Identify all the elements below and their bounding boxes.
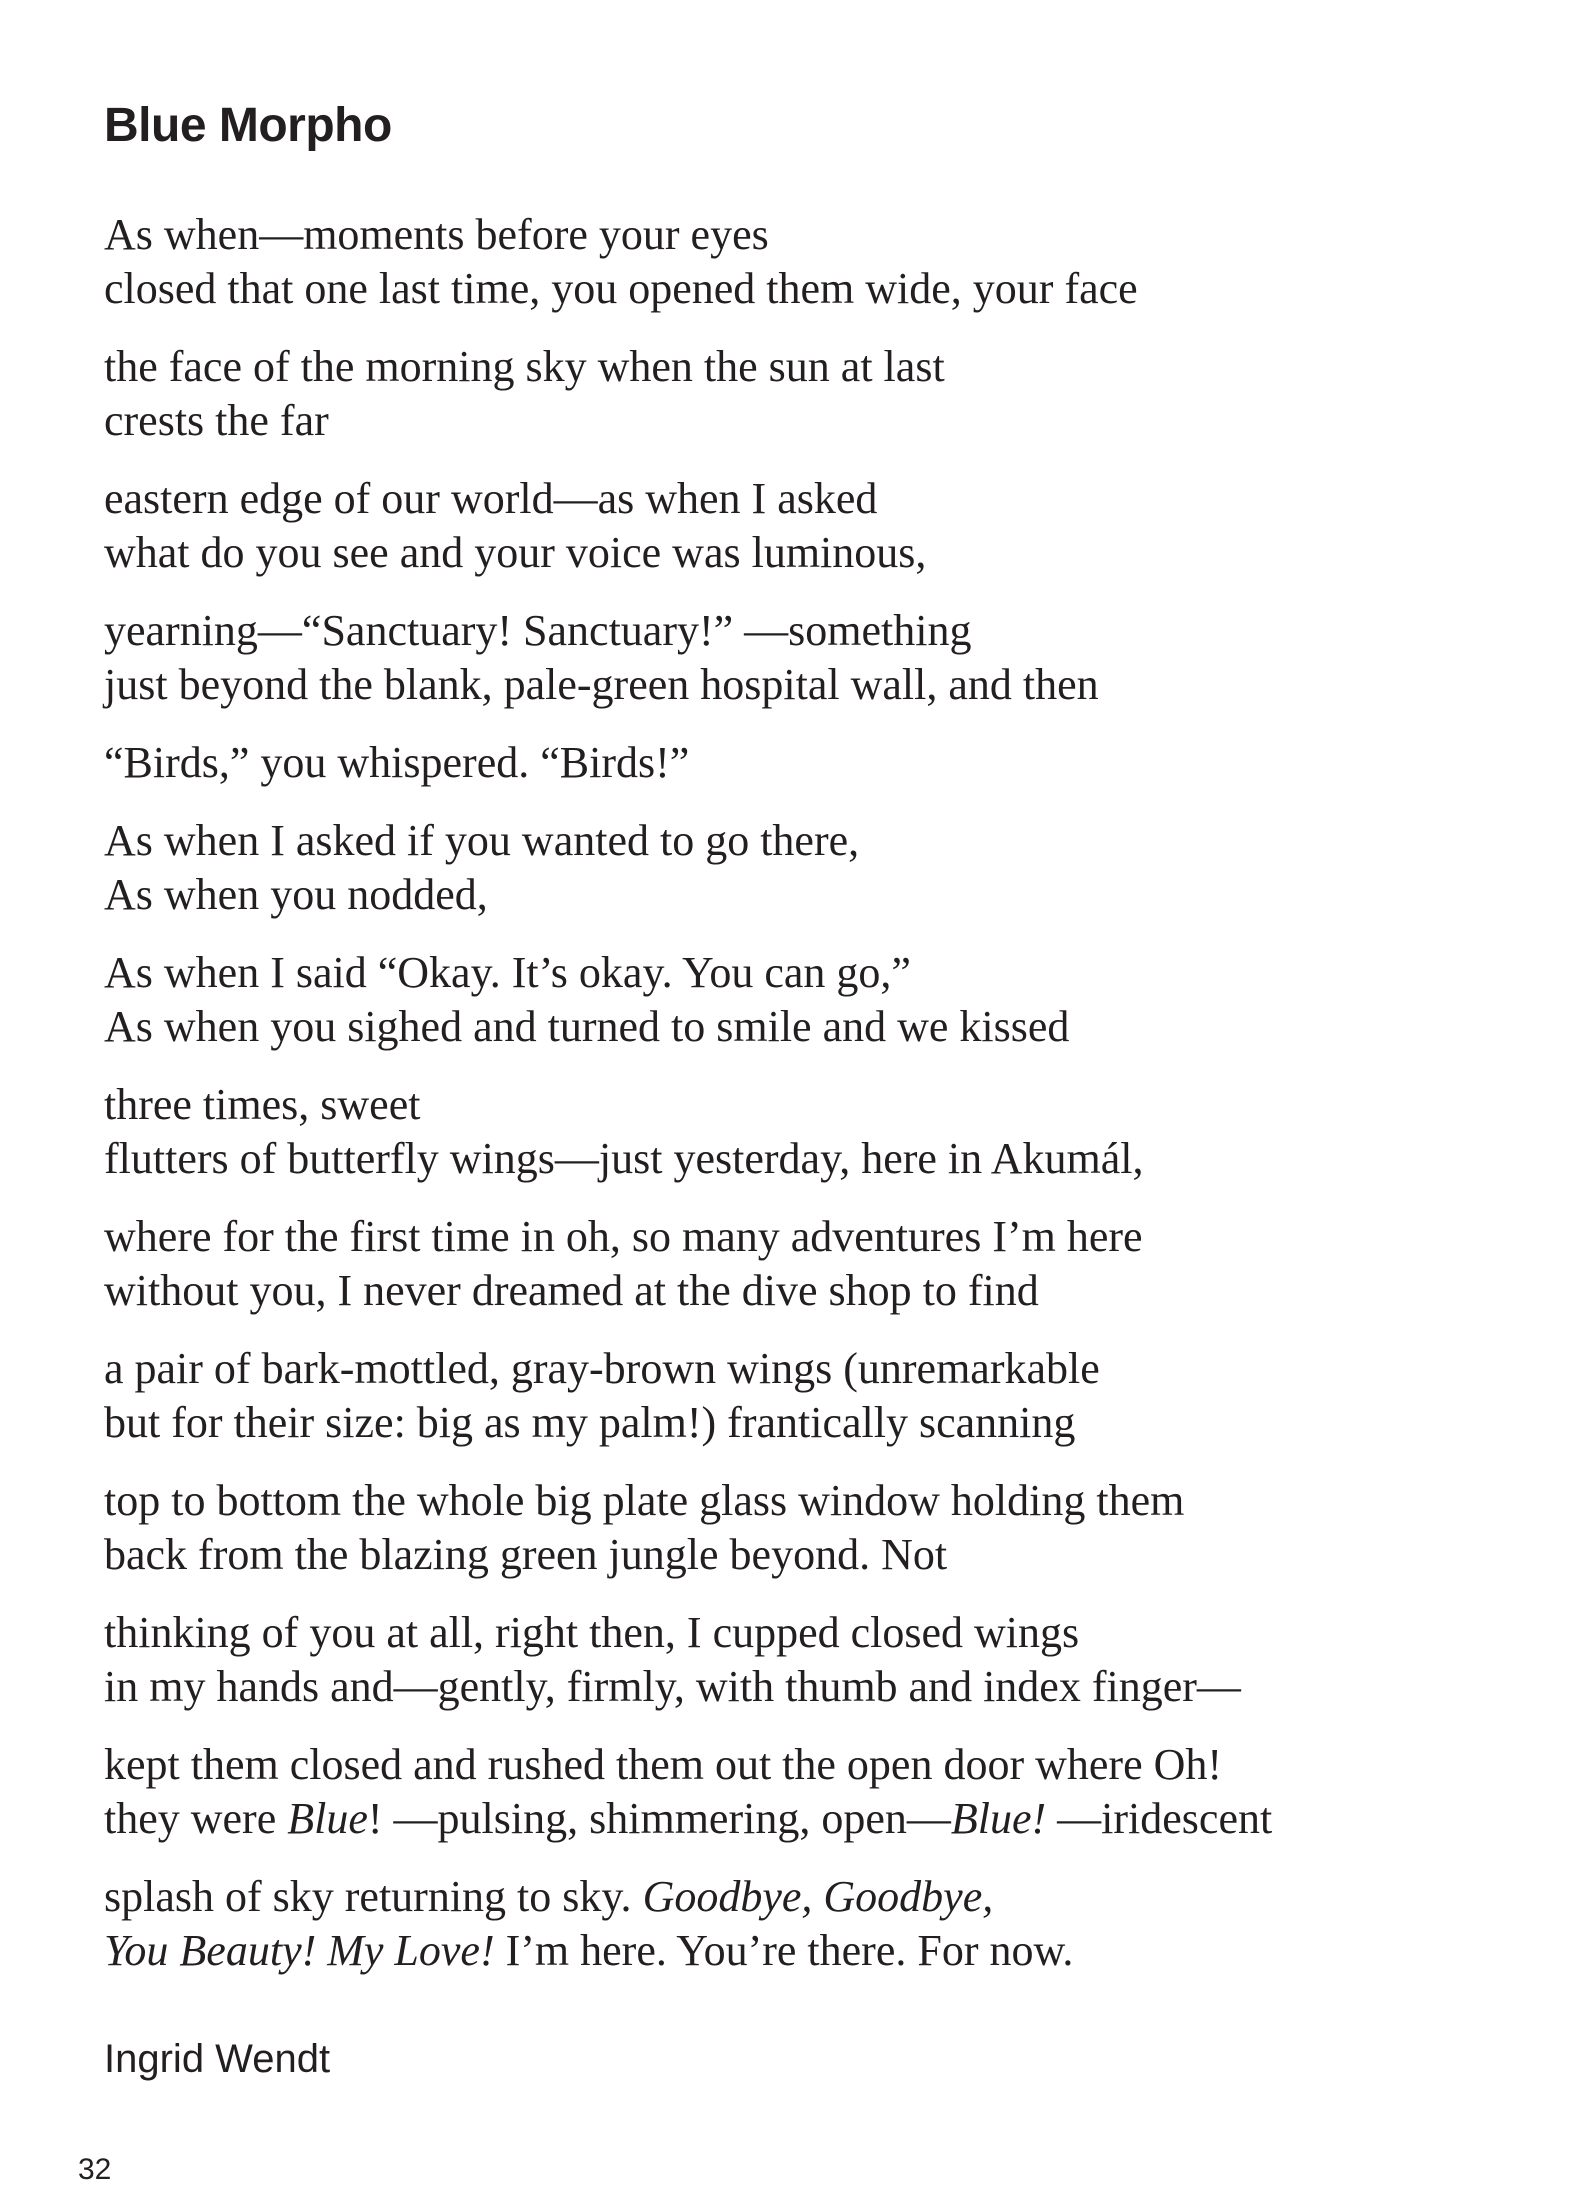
line-text: what do you see and your voice was luminous, <box>104 528 927 577</box>
line-text: flutters of butterfly wings—just yesterday, here in Akumál, <box>104 1134 1144 1183</box>
line-text: I’m here. You’re there. For now. <box>494 1926 1074 1975</box>
line-text: the face of the morning sky when the sun at last <box>104 342 945 391</box>
poem-line <box>104 1264 1524 1318</box>
poem-line <box>104 1210 1524 1264</box>
stanza <box>104 946 1524 1054</box>
line-text: a pair of bark-mottled, gray-brown wings (unremarkable <box>104 1344 1100 1393</box>
line-text: thinking of you at all, right then, I cupped closed wings <box>104 1608 1080 1657</box>
poem-line <box>104 526 1524 580</box>
line-text: As when—moments before your eyes <box>104 210 769 259</box>
stanza <box>104 1870 1524 1978</box>
italic-text: Goodbye, Goodbye, <box>642 1872 994 1921</box>
stanza <box>104 1606 1524 1714</box>
stanza <box>104 1738 1524 1846</box>
line-text: crests the far <box>104 396 329 445</box>
line-text: “Birds,” you whispered. “Birds!” <box>104 738 690 787</box>
stanza <box>104 208 1524 316</box>
italic-text: Blue <box>287 1794 368 1843</box>
line-text: top to bottom the whole big plate glass window holding them <box>104 1476 1185 1525</box>
poem-line <box>104 1000 1524 1054</box>
stanza <box>104 1078 1524 1186</box>
stanza <box>104 736 1524 790</box>
poem-line <box>104 1606 1524 1660</box>
line-text: As when you nodded, <box>104 870 488 919</box>
poem-line <box>104 658 1524 712</box>
line-text: ! —pulsing, shimmering, open— <box>367 1794 951 1843</box>
poem-line <box>104 1792 1524 1846</box>
stanza <box>104 1342 1524 1450</box>
line-text: closed that one last time, you opened them wide, your face <box>104 264 1138 313</box>
line-text: but for their size: big as my palm!) frantically scanning <box>104 1398 1076 1447</box>
italic-text: Blue! <box>950 1794 1047 1843</box>
poem-body <box>104 208 1524 2002</box>
poem-line <box>104 394 1524 448</box>
poem-line <box>104 1078 1524 1132</box>
poem-line <box>104 1738 1524 1792</box>
line-text: back from the blazing green jungle beyond. Not <box>104 1530 948 1579</box>
poem-line <box>104 604 1524 658</box>
line-text: splash of sky returning to sky. <box>104 1872 643 1921</box>
italic-text: You Beauty! My Love! <box>104 1926 495 1975</box>
stanza <box>104 1210 1524 1318</box>
line-text: they were <box>104 1794 288 1843</box>
line-text: three times, sweet <box>104 1080 421 1129</box>
poem-line <box>104 868 1524 922</box>
poem-line <box>104 1132 1524 1186</box>
page-number: 32 <box>78 2153 112 2186</box>
poem-line <box>104 1342 1524 1396</box>
line-text: As when I said “Okay. It’s okay. You can go,” <box>104 948 911 997</box>
line-text: —iridescent <box>1046 1794 1273 1843</box>
poem-line <box>104 1396 1524 1450</box>
line-text: As when you sighed and turned to smile and we kissed <box>104 1002 1070 1051</box>
poem-line <box>104 1528 1524 1582</box>
poem-title: Blue Morpho <box>104 99 392 152</box>
line-text: eastern edge of our world—as when I asked <box>104 474 878 523</box>
stanza <box>104 472 1524 580</box>
poem-line <box>104 1924 1524 1978</box>
poem-line <box>104 736 1524 790</box>
stanza <box>104 1474 1524 1582</box>
line-text: without you, I never dreamed at the dive shop to find <box>104 1266 1039 1315</box>
poem-line <box>104 208 1524 262</box>
stanza <box>104 340 1524 448</box>
stanza <box>104 604 1524 712</box>
line-text: As when I asked if you wanted to go there, <box>104 816 860 865</box>
poem-line <box>104 472 1524 526</box>
poem-line <box>104 946 1524 1000</box>
line-text: where for the first time in oh, so many adventures I’m here <box>104 1212 1143 1261</box>
poem-author: Ingrid Wendt <box>104 2037 331 2081</box>
poem-line <box>104 1474 1524 1528</box>
poem-line <box>104 340 1524 394</box>
poem-line <box>104 1870 1524 1924</box>
poem-line <box>104 262 1524 316</box>
stanza <box>104 814 1524 922</box>
line-text: kept them closed and rushed them out the open door where Oh! <box>104 1740 1223 1789</box>
line-text: yearning—“Sanctuary! Sanctuary!” —something <box>104 606 972 655</box>
poem-line <box>104 1660 1524 1714</box>
poem-line <box>104 814 1524 868</box>
line-text: just beyond the blank, pale-green hospital wall, and then <box>104 660 1099 709</box>
line-text: in my hands and—gently, firmly, with thumb and index finger— <box>104 1662 1241 1711</box>
